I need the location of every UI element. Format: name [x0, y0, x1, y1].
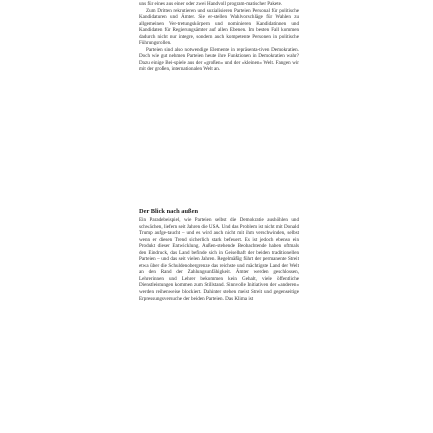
paragraph-continuation: uns für eines aus einer oder zwei Handvoll program-matischer Pakete. [139, 1, 283, 7]
paragraph-democracy-question: Parteien sind also notwendige Elemente in repräsenta-tiven Demokratien. Doch wie gut nehmen Parteien heute ihre Funktionen in Demokratien wahr? Dazu einige Bei-spiele aus der »großen« und der »kleinen« Welt. Fangen wir mit der großen, internationalen Welt an. [139, 46, 299, 73]
paragraph-usa-example: Ein Paradebeispiel, wie Parteien selbst die Demokratie aushöhlen und schwächen, liefern seit Jahren die USA. Und das Problem ist nicht mit Donald Trump aufge-taucht – und es wird auch nicht mit ihm verschwinden, selbst wenn er diesen Trend sicherlich stark befeuert. Es ist jedoch ebenso ein Produkt dieser Entwicklung. Außen-stehende Beobachtende haben oftmals den Eindruck, das Land befinde sich in Geiselhaft der beiden traditionellen Parteien – und das seit vielen Jahren. Regelmäßig führt der permanente Streit etwa über die Schuldenobergrenze das reichste und mächtigste Land der Welt an den Rand der Zahlungsunfähigkeit. Ämter werden geschlossen, Lehrerinnen und Lehrer bekommen kein Gehalt, viele öffentliche Dienstleistungen kommen zum Stillstand. Sinnvolle Initiativen der »anderen« werden reihenweise blockiert. Dahinter stehen meist Streit und gegenseitige Erpressungsversuche der beiden Parteien. Das Klima ist [139, 217, 299, 302]
article-text-top [139, 1, 299, 73]
section-heading: Der Blick nach außen [139, 208, 199, 215]
article-text-bottom [139, 208, 299, 302]
paragraph-personnel: Zum Dritten rekrutieren und sozialisieren Parteien Personal für politische Kandidaturen und Ämter. Sie er-stellen Wahlvorschläge für Wahlen zu allgemeinen Ver-tretungskörpern und nominieren Kandidatinnen und Kandidaten für Regierungsämter auf allen Ebenen. Im besten Fall kommen dadurch nicht nur integre, sondern auch kompetente Personen in politische Führungsrollen. [139, 7, 299, 47]
